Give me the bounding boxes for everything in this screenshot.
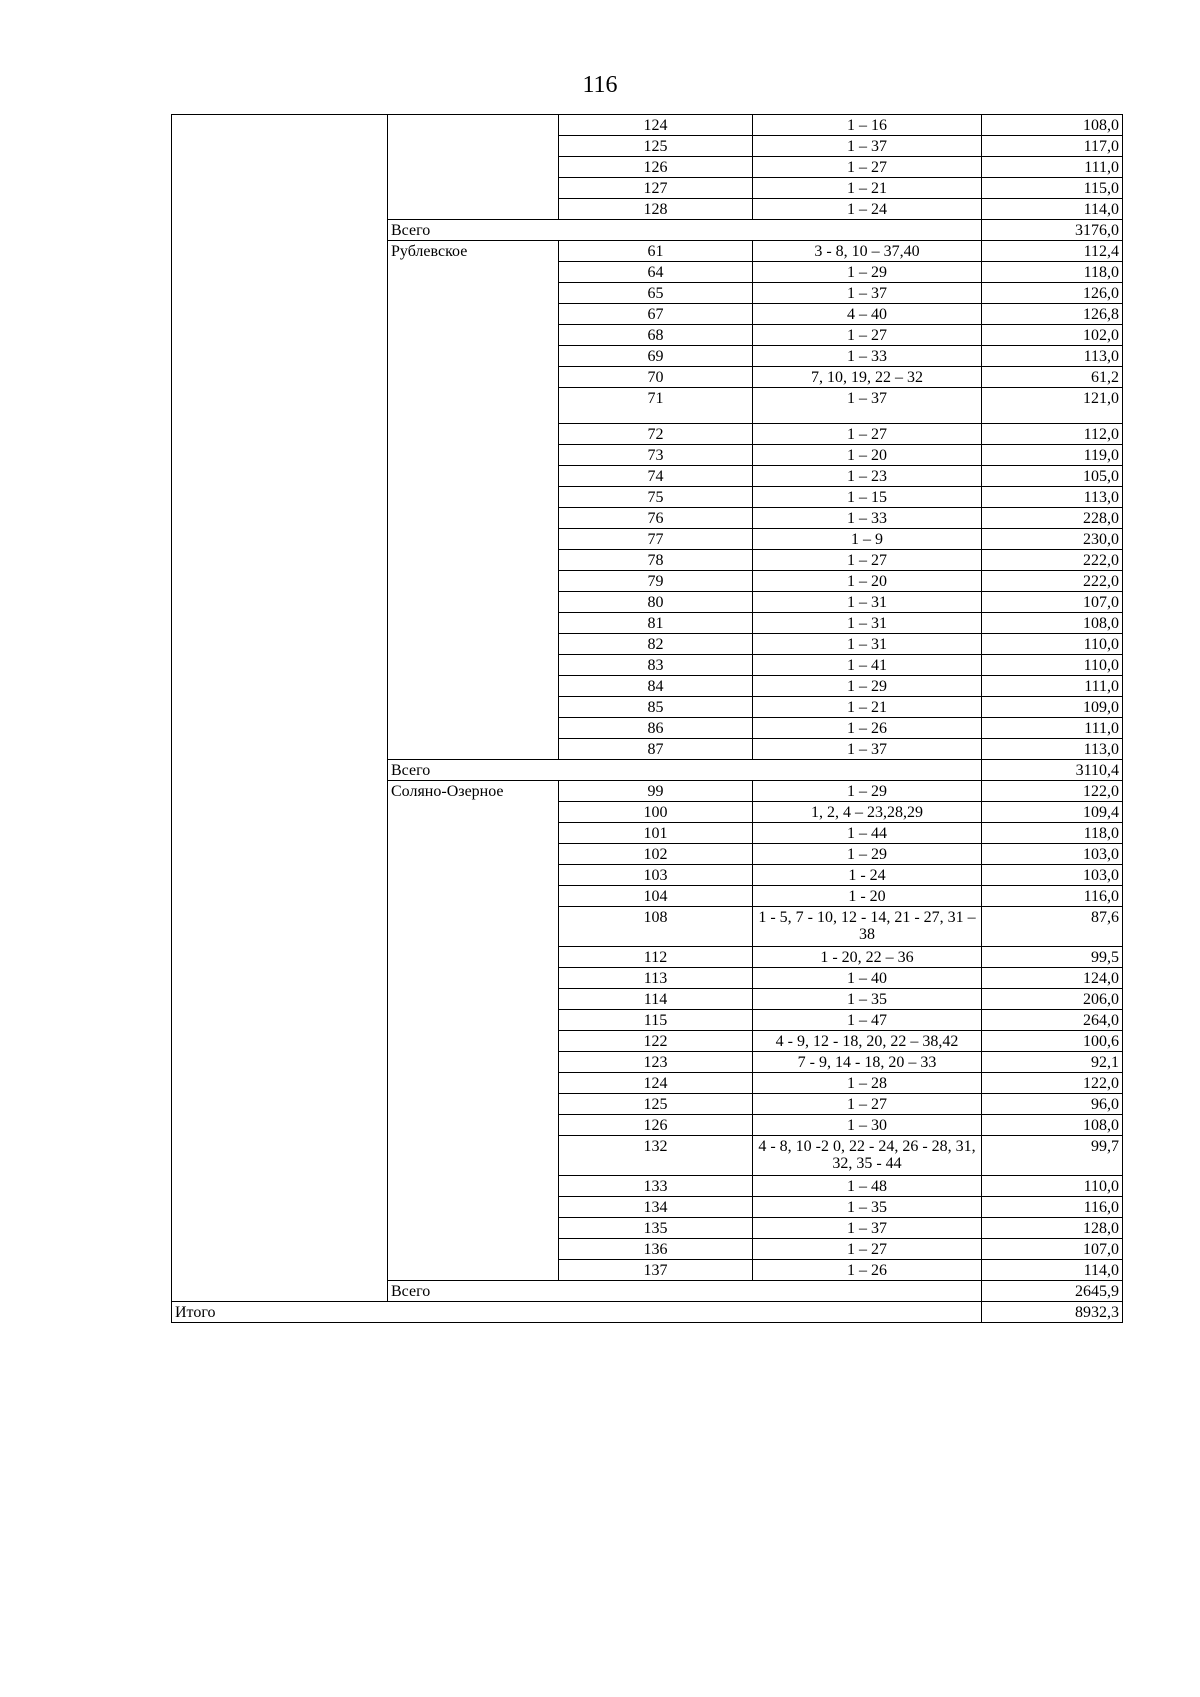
area-value: 112,4: [982, 241, 1123, 262]
vydely-range: 4 - 8, 10 -2 0, 22 - 24, 26 - 28, 31, 32, 35 - 44: [753, 1136, 982, 1176]
area-value: 108,0: [982, 115, 1123, 136]
kvartal-number: 74: [559, 466, 753, 487]
area-value: 264,0: [982, 1010, 1123, 1031]
area-value: 99,5: [982, 947, 1123, 968]
area-value: 118,0: [982, 262, 1123, 283]
kvartal-number: 72: [559, 424, 753, 445]
kvartal-number: 136: [559, 1239, 753, 1260]
kvartal-number: 133: [559, 1176, 753, 1197]
vydely-range: 1 – 20: [753, 445, 982, 466]
kvartal-number: 112: [559, 947, 753, 968]
subtotal-value: 2645,9: [982, 1281, 1123, 1302]
vydely-range: 1 – 28: [753, 1073, 982, 1094]
subtotal-label: Всего: [388, 760, 982, 781]
area-value: 110,0: [982, 1176, 1123, 1197]
kvartal-number: 71: [559, 388, 753, 424]
area-value: 92,1: [982, 1052, 1123, 1073]
kvartal-number: 61: [559, 241, 753, 262]
area-value: 113,0: [982, 487, 1123, 508]
kvartal-number: 124: [559, 1073, 753, 1094]
area-value: 110,0: [982, 655, 1123, 676]
kvartal-number: 87: [559, 739, 753, 760]
vydely-range: 1 – 44: [753, 823, 982, 844]
kvartal-number: 65: [559, 283, 753, 304]
kvartal-number: 99: [559, 781, 753, 802]
district-name: [388, 115, 559, 220]
vydely-range: 1 – 47: [753, 1010, 982, 1031]
vydely-range: 4 – 40: [753, 304, 982, 325]
area-value: 112,0: [982, 424, 1123, 445]
kvartal-number: 104: [559, 886, 753, 907]
vydely-range: 1 – 33: [753, 508, 982, 529]
vydely-range: 1 – 27: [753, 424, 982, 445]
area-value: 107,0: [982, 592, 1123, 613]
area-value: 228,0: [982, 508, 1123, 529]
area-value: 115,0: [982, 178, 1123, 199]
vydely-range: 1 – 31: [753, 634, 982, 655]
grand-total-label: Итого: [172, 1302, 982, 1323]
kvartal-number: 122: [559, 1031, 753, 1052]
kvartal-number: 125: [559, 136, 753, 157]
vydely-range: 1 – 27: [753, 157, 982, 178]
area-value: 102,0: [982, 325, 1123, 346]
kvartal-number: 113: [559, 968, 753, 989]
subtotal-value: 3176,0: [982, 220, 1123, 241]
subtotal-label: Всего: [388, 1281, 982, 1302]
kvartal-number: 67: [559, 304, 753, 325]
kvartal-number: 126: [559, 1115, 753, 1136]
forestry-cell: [172, 115, 388, 1302]
vydely-range: 1 – 27: [753, 1239, 982, 1260]
vydely-range: 1 – 21: [753, 178, 982, 199]
kvartal-number: 64: [559, 262, 753, 283]
vydely-range: 1 - 5, 7 - 10, 12 - 14, 21 - 27, 31 – 38: [753, 907, 982, 947]
kvartal-number: 85: [559, 697, 753, 718]
kvartal-number: 80: [559, 592, 753, 613]
area-value: 117,0: [982, 136, 1123, 157]
kvartal-number: 82: [559, 634, 753, 655]
vydely-range: 1 - 20: [753, 886, 982, 907]
district-name: Соляно-Озерное: [388, 781, 559, 1281]
kvartal-number: 79: [559, 571, 753, 592]
area-value: 111,0: [982, 157, 1123, 178]
vydely-range: 1 – 29: [753, 676, 982, 697]
vydely-range: 1 – 37: [753, 283, 982, 304]
kvartal-number: 83: [559, 655, 753, 676]
grand-total-row: [172, 1302, 1123, 1323]
vydely-range: 7, 10, 19, 22 – 32: [753, 367, 982, 388]
kvartal-number: 75: [559, 487, 753, 508]
vydely-range: 1 – 35: [753, 989, 982, 1010]
vydely-range: 1 – 26: [753, 718, 982, 739]
district-name: Рублевское: [388, 241, 559, 760]
vydely-range: 1 – 31: [753, 592, 982, 613]
vydely-range: 1 – 26: [753, 1260, 982, 1281]
grand-total-value: 8932,3: [982, 1302, 1123, 1323]
area-value: 206,0: [982, 989, 1123, 1010]
vydely-range: 1 – 20: [753, 571, 982, 592]
vydely-range: 1 – 15: [753, 487, 982, 508]
kvartal-number: 81: [559, 613, 753, 634]
vydely-range: 1 – 16: [753, 115, 982, 136]
kvartal-number: 114: [559, 989, 753, 1010]
vydely-range: 1, 2, 4 – 23,28,29: [753, 802, 982, 823]
vydely-range: 1 – 27: [753, 325, 982, 346]
vydely-range: 1 – 41: [753, 655, 982, 676]
area-value: 116,0: [982, 1197, 1123, 1218]
vydely-range: 1 – 37: [753, 1218, 982, 1239]
area-value: 113,0: [982, 739, 1123, 760]
area-value: 96,0: [982, 1094, 1123, 1115]
kvartal-number: 68: [559, 325, 753, 346]
vydely-range: 1 – 23: [753, 466, 982, 487]
forest-plots-table: [171, 114, 1123, 1323]
area-value: 126,8: [982, 304, 1123, 325]
area-value: 118,0: [982, 823, 1123, 844]
table-body: [172, 115, 1123, 1323]
area-value: 122,0: [982, 1073, 1123, 1094]
kvartal-number: 134: [559, 1197, 753, 1218]
vydely-range: 1 – 48: [753, 1176, 982, 1197]
vydely-range: 1 – 29: [753, 262, 982, 283]
kvartal-number: 137: [559, 1260, 753, 1281]
kvartal-number: 115: [559, 1010, 753, 1031]
vydely-range: 3 - 8, 10 – 37,40: [753, 241, 982, 262]
kvartal-number: 70: [559, 367, 753, 388]
area-value: 105,0: [982, 466, 1123, 487]
vydely-range: 1 – 21: [753, 697, 982, 718]
kvartal-number: 76: [559, 508, 753, 529]
area-value: 110,0: [982, 634, 1123, 655]
kvartal-number: 125: [559, 1094, 753, 1115]
vydely-range: 1 – 29: [753, 781, 982, 802]
vydely-range: 1 – 27: [753, 1094, 982, 1115]
area-value: 114,0: [982, 199, 1123, 220]
area-value: 121,0: [982, 388, 1123, 424]
area-value: 222,0: [982, 550, 1123, 571]
kvartal-number: 102: [559, 844, 753, 865]
kvartal-number: 69: [559, 346, 753, 367]
vydely-range: 1 – 37: [753, 739, 982, 760]
area-value: 222,0: [982, 571, 1123, 592]
kvartal-number: 132: [559, 1136, 753, 1176]
kvartal-number: 101: [559, 823, 753, 844]
subtotal-value: 3110,4: [982, 760, 1123, 781]
vydely-range: 1 – 29: [753, 844, 982, 865]
vydely-range: 1 – 27: [753, 550, 982, 571]
area-value: 87,6: [982, 907, 1123, 947]
area-value: 108,0: [982, 613, 1123, 634]
table-row: [172, 115, 1123, 136]
vydely-range: 7 - 9, 14 - 18, 20 – 33: [753, 1052, 982, 1073]
vydely-range: 1 – 37: [753, 388, 982, 424]
vydely-range: 1 - 24: [753, 865, 982, 886]
area-value: 114,0: [982, 1260, 1123, 1281]
area-value: 103,0: [982, 865, 1123, 886]
vydely-range: 1 – 37: [753, 136, 982, 157]
kvartal-number: 123: [559, 1052, 753, 1073]
kvartal-number: 124: [559, 115, 753, 136]
vydely-range: 1 – 9: [753, 529, 982, 550]
vydely-range: 4 - 9, 12 - 18, 20, 22 – 38,42: [753, 1031, 982, 1052]
area-value: 61,2: [982, 367, 1123, 388]
kvartal-number: 78: [559, 550, 753, 571]
kvartal-number: 77: [559, 529, 753, 550]
vydely-range: 1 – 24: [753, 199, 982, 220]
kvartal-number: 128: [559, 199, 753, 220]
kvartal-number: 127: [559, 178, 753, 199]
area-value: 111,0: [982, 718, 1123, 739]
kvartal-number: 108: [559, 907, 753, 947]
area-value: 100,6: [982, 1031, 1123, 1052]
area-value: 128,0: [982, 1218, 1123, 1239]
area-value: 108,0: [982, 1115, 1123, 1136]
kvartal-number: 73: [559, 445, 753, 466]
vydely-range: 1 – 35: [753, 1197, 982, 1218]
kvartal-number: 126: [559, 157, 753, 178]
area-value: 116,0: [982, 886, 1123, 907]
page-number: 116: [582, 72, 618, 98]
subtotal-label: Всего: [388, 220, 982, 241]
kvartal-number: 86: [559, 718, 753, 739]
area-value: 122,0: [982, 781, 1123, 802]
vydely-range: 1 – 40: [753, 968, 982, 989]
area-value: 111,0: [982, 676, 1123, 697]
area-value: 107,0: [982, 1239, 1123, 1260]
area-value: 103,0: [982, 844, 1123, 865]
area-value: 119,0: [982, 445, 1123, 466]
area-value: 99,7: [982, 1136, 1123, 1176]
vydely-range: 1 – 33: [753, 346, 982, 367]
vydely-range: 1 – 31: [753, 613, 982, 634]
area-value: 126,0: [982, 283, 1123, 304]
kvartal-number: 135: [559, 1218, 753, 1239]
area-value: 109,0: [982, 697, 1123, 718]
area-value: 124,0: [982, 968, 1123, 989]
area-value: 230,0: [982, 529, 1123, 550]
area-value: 113,0: [982, 346, 1123, 367]
vydely-range: 1 – 30: [753, 1115, 982, 1136]
vydely-range: 1 - 20, 22 – 36: [753, 947, 982, 968]
area-value: 109,4: [982, 802, 1123, 823]
kvartal-number: 103: [559, 865, 753, 886]
kvartal-number: 100: [559, 802, 753, 823]
kvartal-number: 84: [559, 676, 753, 697]
